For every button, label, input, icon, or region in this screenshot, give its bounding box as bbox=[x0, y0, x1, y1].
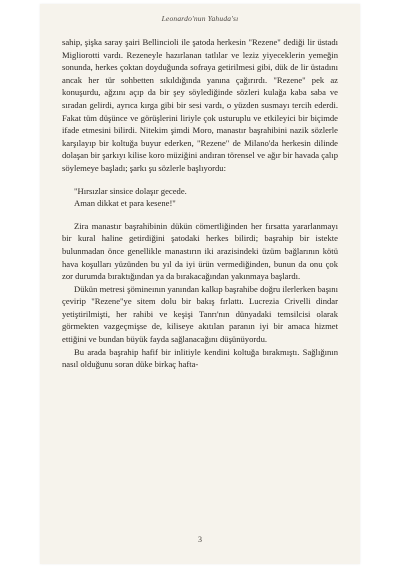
paragraph: Dükün metresi şömineının yanından kalkıp başrahibe doğru ilerlerken başını çevirip "Rezene"ye sitem dolu bir bakış fırlattı. Lucrezia Crivelli dindar yetiştirilmişti, her rahibi ve keşişi Tanrı'nın dünyadaki temsilcisi olarak görmekten vazgeçmişse de, kiliseye akıtılan paranın iyi bir amaca hizmet ettiğini ve bundan büyük fayda sağlanacağını düşünüyordu. bbox=[62, 283, 338, 345]
verse-line: "Hırsızlar sinsice dolaşır gecede. bbox=[74, 185, 187, 196]
body-text bbox=[62, 36, 338, 371]
page-number: 3 bbox=[198, 535, 202, 544]
paragraph: Zira manastır başrahibinin dükün cömertliğinden her fırsatta yararlanmayı bir kural haline getirdiğini şatodaki herkes bilirdi; başrahip bir istekte bulunmadan önce genellikle manastırın iki arazisindeki üzüm bağlarının kötü hava koşulları yüzünden bu yıl da iyi ürün vermediğinden, bunun da onu çok zor durumda bıraktığından ya da bırakacağından yakınmaya başlardı. bbox=[62, 220, 338, 282]
verse-block bbox=[62, 185, 338, 210]
paragraph: sahip, şişka saray şairi Bellincioli ile şatoda herkesin "Rezene" dediği lir üstadı Migliorotti vardı. Rezeneyle hazırlanan tatlılar ve leziz yiyeceklerin yemeğin sonunda, herkes çoktan doyduğunda sofraya getirilmesi gibi, dük de lir üstadını ancak her tür sohbetten sıkıldığında yanına çağırırdı. "Rezene" pek az konuşurdu, ağzını açıp da bir şey söylediğinde sözleri kulağa kaba saba ve sıradan gelirdi, ayrıca kırga gibi bir sesi vardı, o yüzden susmayı tercih ederdi. Fakat tüm düşünce ve görüşlerini liriyle çok usturuplu ve etkileyici bir biçimde ifade etmesini bilirdi. Nitekim şimdi Moro, manastır başrahibini nazik sözlerle karşılayıp bir koltuğa buyur ederken, "Rezene" de Milano'da herkesin dilinde dolaşan bir şarkıyı kilise koro müziğini andıran törensel ve ağır bir havada çalıp söylemeye başladı; şarkı şu sözlerle başlıyordu: bbox=[62, 37, 338, 173]
running-head: Leonardo'nun Yahuda'sı bbox=[161, 14, 239, 23]
verse-line: Aman dikkat et para kesene!" bbox=[74, 198, 176, 209]
paragraph: Bu arada başrahip hafif bir inlitiyle kendini koltuğa bırakmıştı. Sağlığının nasıl olduğunu soran düke birkaç hafta- bbox=[62, 346, 338, 370]
book-page bbox=[40, 4, 360, 564]
